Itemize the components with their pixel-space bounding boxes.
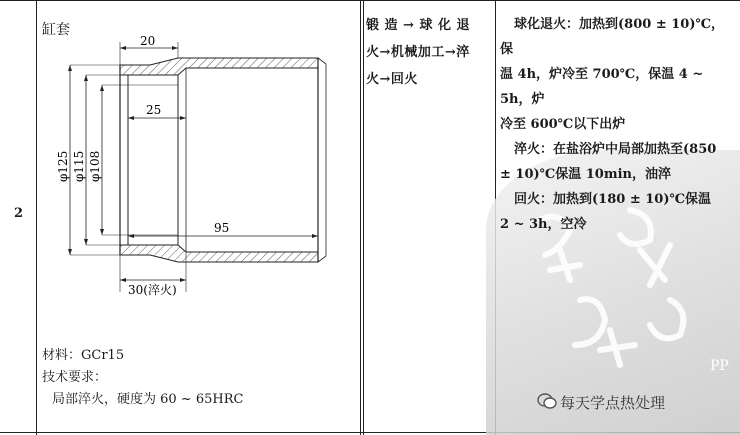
req-line: 冷至 600℃以下出炉	[500, 117, 626, 132]
watermark-corner-text: PP	[710, 358, 729, 374]
part-name: 缸套	[42, 22, 70, 38]
req-line: 温 4h，炉冷至 700℃，保温 4 ~ 5h，炉	[500, 67, 704, 107]
sleeve-drawing	[40, 30, 356, 300]
dia-125-label: φ125	[56, 150, 70, 182]
wechat-icon	[537, 392, 557, 410]
table-top-border	[0, 0, 740, 1]
heat-treatment-requirements	[500, 12, 736, 237]
row-index: 2	[14, 206, 24, 221]
column-divider-drawing	[360, 0, 361, 435]
process-route	[366, 12, 493, 93]
req-line: ± 10)℃保温 10min，油淬	[500, 167, 671, 182]
req-line: 2 ~ 3h，空冷	[500, 217, 587, 232]
top-wall-section	[120, 58, 318, 75]
dia-108-label: φ108	[88, 150, 102, 182]
dia-115-label: φ115	[72, 150, 86, 182]
tech-req-item: 局部淬火，硬度为 60 ~ 65HRC	[52, 392, 244, 407]
process-line: 锻 造 → 球 化 退	[366, 18, 471, 33]
dim-length-label: 95	[214, 221, 230, 235]
bottom-wall-section	[120, 245, 318, 262]
column-divider-index	[36, 0, 37, 435]
material-label: 材料：GCr15	[42, 348, 125, 363]
tech-req-title: 技术要求：	[42, 370, 108, 385]
req-line: 淬火：在盐浴炉中局部加热至(850	[514, 142, 717, 157]
dim-top-label: 20	[140, 34, 156, 48]
dim-quench-label: 30(淬火)	[128, 283, 177, 297]
req-line: 球化退火：加热到(800 ± 10)℃，保	[500, 17, 725, 57]
process-line: 火→回火	[366, 72, 418, 87]
column-divider-drawing-double	[363, 0, 364, 435]
dim-inner-label: 25	[146, 103, 162, 117]
brand-watermark: 每天学点热处理	[560, 394, 666, 412]
req-line: 回火：加热到(180 ± 10)℃保温	[514, 192, 712, 207]
process-line: 火→机械加工→淬	[366, 45, 470, 60]
